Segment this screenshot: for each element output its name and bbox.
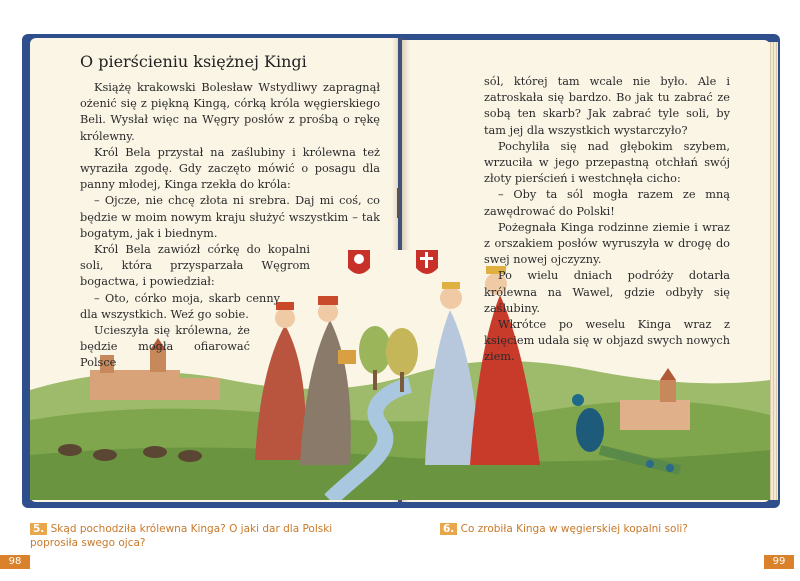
paragraph: Książę krakowski Bolesław Wstydliwy zapragnął ożenić się z piękną Kingą, córką króla węgierskiego Beli. Wysłał więc na Węgry posłów z prośbą o rękę królewny.	[80, 81, 380, 143]
paragraph: Król Bela zawiózł córkę do kopalni soli, która przysparzała Węgrom bogactwa, i powiedział:	[80, 243, 310, 289]
page-number-left: 98	[0, 555, 30, 569]
paragraph: – Oto, córko moja, skarb cenny dla wszystkich. Weź go sobie.	[80, 291, 280, 321]
question-6	[440, 522, 740, 536]
question-number: 5.	[30, 523, 47, 535]
hungarian-cross-shield-icon	[416, 250, 438, 274]
paragraph: Wkrótce po weselu Kinga wraz z księciem udała się w objazd swych nowych ziem.	[484, 318, 730, 364]
paragraph: Pożegnała Kinga rodzinne ziemie i wraz z orszakiem posłów wyruszyła w drogę do swej nowej ojczyzny.	[484, 220, 730, 267]
paragraph: – Ojcze, nie chcę złota ni srebra. Daj mi coś, co będzie w moim nowym kraju służyć wszystkim – tak bogatym, jak i biednym.	[80, 194, 380, 240]
paragraph: – Oby ta sól mogła razem ze mną zawędrować do Polski!	[484, 188, 730, 218]
question-text: Co zrobiła Kinga w węgierskiej kopalni soli?	[460, 523, 688, 535]
paragraph: sól, której tam wcale nie było. Ale i zatroskała się bardzo. Bo jak tu zabrać ze sobą ten skarb? Jak zabrać tyle soli, by tam jej dla wszystkich wystarczyło?	[484, 75, 730, 137]
right-page-text	[484, 74, 730, 366]
question-text: Skąd pochodziła królewna Kinga? O jaki dar dla Polski poprosiła swego ojca?	[30, 523, 333, 549]
left-page-text	[80, 80, 380, 372]
bookmark-ribbon	[397, 188, 400, 218]
paragraph: Pochyliła się nad głębokim szybem, wrzuciła w jego przepastną otchłań swój złoty pierścień i westchnęła cicho:	[484, 139, 730, 186]
paragraph: Król Bela przystał na zaślubiny i królewna też wyraziła zgodę. Gdy zaczęto mówić o posagu dla panny młodej, Kinga rzekła do króla:	[80, 145, 380, 192]
page-number-right: 99	[764, 555, 794, 569]
question-5	[30, 522, 370, 550]
page-title: O pierścieniu księżnej Kingi	[80, 52, 307, 71]
paragraph: Ucieszyła się królewna, że będzie mogła ofiarować Polsce	[80, 324, 250, 370]
paragraph: Po wielu dniach podróży dotarła królewna na Wawel, gdzie odbyły się zaślubiny.	[484, 269, 730, 315]
question-number: 6.	[440, 523, 457, 535]
